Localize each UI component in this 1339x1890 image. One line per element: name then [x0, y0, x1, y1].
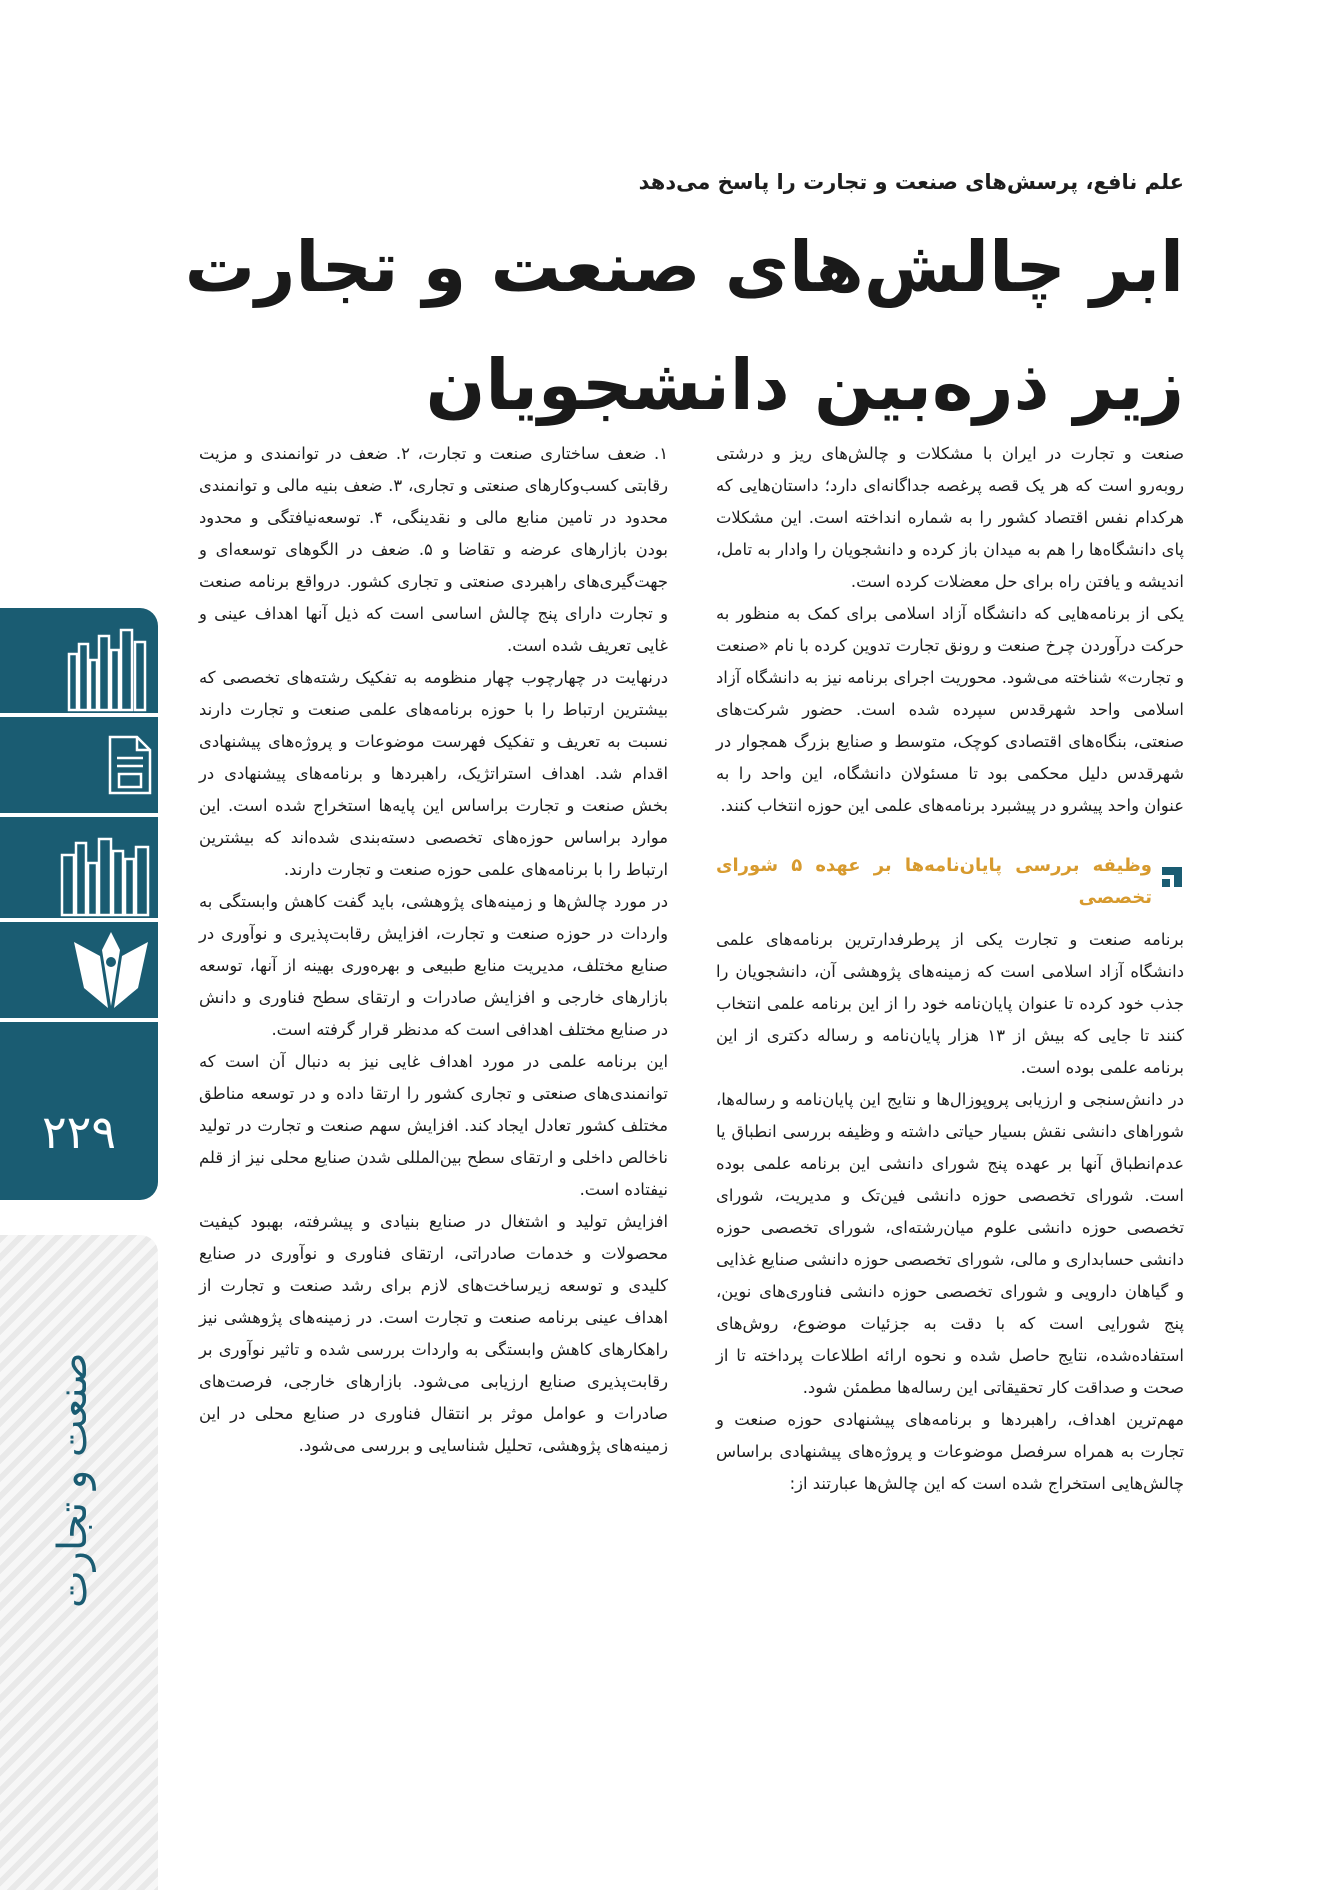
shelf-divider: [0, 713, 158, 717]
shelf-divider: [0, 1018, 158, 1022]
university-logo-icon: [70, 928, 152, 1012]
document-icon: [107, 734, 153, 796]
subhead: [716, 850, 1184, 914]
section-label: صنعت و تجارت: [50, 1352, 96, 1608]
body-paragraph: ۱. ضعف ساختاری صنعت و تجارت، ۲. ضعف در توانمندی و مزیت رقابتی کسب‌وکارهای صنعتی و تجاری، ۳. ضعف بنیه مالی و توانمندی محدود در تامین منابع مالی و نقدینگی، ۴. توسعه‌نیافتگی و محدود بودن بازارهای عرضه و تقاضا و ۵. ضعف در الگوهای توسعه‌ای و جهت‌گیری‌های راهبردی صنعتی و تجاری کشور. درواقع برنامه صنعت و تجارت دارای پنج چالش اساسی است که ذیل آنها اهداف عینی و غایی تعریف شده است.: [199, 444, 668, 655]
body-paragraph: صنعت و تجارت در ایران با مشکلات و چالش‌های ریز و درشتی روبه‌رو است که هر یک قصه پرغصه جداگانه‌ای دارد؛ داستان‌هایی که هرکدام نفس اقتصاد کشور را به شماره انداخته است. این مشکلات پای دانشگاه‌ها را هم به میدان باز کرده و دانشجویان را وادار به تامل، اندیشه و یافتن راه برای حل معضلات کرده است.: [716, 444, 1184, 591]
right-column: [716, 438, 1184, 1738]
page-number: ۲۲۹: [41, 1105, 117, 1159]
headline-line-1: ابر چالش‌های صنعت و تجارت: [184, 226, 1184, 308]
subhead-text: وظیفه بررسی پایان‌نامه‌ها بر عهده ۵ شورای تخصصی: [716, 855, 1152, 908]
body-paragraph: در مورد چالش‌ها و زمینه‌های پژوهشی، باید گفت کاهش وابستگی به واردات در حوزه صنعت و تجارت، افزایش رقابت‌پذیری و نوآوری در صنایع مختلف، مدیریت منابع طبیعی و بهره‌وری بهینه از آنها، توسعه بازارهای خارجی و افزایش صادرات و ارتقای سطح فناوری و دانش در صنایع مختلف اهدافی است که مدنظر قرار گرفته است.: [199, 892, 668, 1039]
article-headline: [184, 208, 1184, 444]
article-kicker: علم نافع، پرسش‌های صنعت و تجارت را پاسخ می‌دهد: [638, 170, 1184, 194]
body-paragraph: درنهایت در چهارچوب چهار منظومه به تفکیک رشته‌های تخصصی که بیشترین ارتباط را با حوزه برنامه‌های علمی صنعت و تجارت دارند نسبت به تعریف و تفکیک فهرست موضوعات و پروژه‌های پیشنهادی اقدام شد. اهداف استراتژیک، راهبردها و برنامه‌های پیشنهادی در بخش صنعت و تجارت براساس این پایه‌ها استخراج شده است. این موارد براساس حوزه‌های تخصصی دسته‌بندی شده‌اند که بیشترین ارتباط را با برنامه‌های علمی حوزه صنعت و تجارت دارند.: [199, 668, 668, 879]
bookshelf-icon: [65, 626, 155, 712]
left-column: [199, 438, 668, 1738]
body-paragraph: در دانش‌سنجی و ارزیابی پروپوزال‌ها و نتایج این پایان‌نامه و رساله‌ها، شوراهای دانشی نقش بسیار حیاتی داشته و وظیفه بررسی انطباق یا عدم‌انطباق آنها بر عهده پنج شورای دانشی این برنامه علمی بوده است. شورای تخصصی حوزه دانشی فین‌تک و مدیریت، شورای تخصصی حوزه دانشی علوم میان‌رشته‌ای، شورای تخصصی حوزه دانشی حسابداری و مالی، شورای تخصصی حوزه دانشی صنایع غذایی و گیاهان دارویی و شورای تخصصی حوزه دانشی فناوری‌های نوین، پنج شورایی است که با دقت به جزئیات موضوع، روش‌های استفاده‌شده، نتایج حاصل شده و نحوه ارائه اطلاعات پرداخته تا از صحت و صداقت کار تحقیقاتی این رساله‌ها مطمئن شود.: [716, 1090, 1184, 1397]
body-paragraph: این برنامه علمی در مورد اهداف غایی نیز به دنبال آن است که توانمندی‌های صنعتی و تجاری کشور را ارتقا داده و در توسعه مناطق مختلف کشور تعادل ایجاد کند. افزایش سهم صنعت و تجارت در تولید ناخالص داخلی و ارتقای سطح بین‌المللی شدن صنایع محلی نیز از قلم نیفتاده است.: [199, 1052, 668, 1199]
body-paragraph: برنامه صنعت و تجارت یکی از پرطرفدارترین برنامه‌های علمی دانشگاه آزاد اسلامی است که زمینه‌های پژوهشی آن، دانشجویان را جذب خود کرده تا عنوان پایان‌نامه خود را از این برنامه علمی انتخاب کنند تا جایی که بیش از ۱۳ هزار پایان‌نامه و رساله دکتری از این برنامه علمی بوده است.: [716, 930, 1184, 1077]
shelf-divider: [0, 918, 158, 922]
shelf-divider: [0, 813, 158, 817]
body-paragraph: مهم‌ترین اهداف، راهبردها و برنامه‌های پیشنهادی حوزه صنعت و تجارت به همراه سرفصل موضوعات و پروژه‌های پیشنهادی براساس چالش‌هایی استخراج شده است که این چالش‌ها عبارتند از:: [716, 1410, 1184, 1493]
sidebar-panel: [0, 608, 158, 1200]
corner-bullet-icon: [1160, 865, 1184, 900]
headline-line-2: زیر ذره‌بین دانشجویان: [425, 344, 1184, 426]
body-paragraph: یکی از برنامه‌هایی که دانشگاه آزاد اسلامی برای کمک به منظور به حرکت درآوردن چرخ صنعت و رونق تجارت تدوین کرده با نام «صنعت و تجارت» شناخته می‌شود. محوریت اجرای برنامه نیز به دانشگاه آزاد اسلامی واحد شهرقدس سپرده شده است. حضور شرکت‌های صنعتی، بنگاه‌های اقتصادی کوچک، متوسط و صنایع بزرگ همجوار در شهرقدس دلیل محکمی بود تا مسئولان دانشگاه، این واحد را به عنوان واحد پیشرو در پیشبرد برنامه‌های علمی این حوزه انتخاب کنند.: [716, 604, 1184, 815]
body-paragraph: افزایش تولید و اشتغال در صنایع بنیادی و پیشرفته، بهبود کیفیت محصولات و خدمات صادراتی، ارتقای فناوری و نوآوری در صنایع کلیدی و توسعه زیرساخت‌های لازم برای رشد صنعت و تجارت از اهداف عینی برنامه صنعت و تجارت است. در زمینه‌های پژوهشی نیز راهکارهای کاهش وابستگی به واردات بررسی شده و تاثیر نوآوری بر رقابت‌پذیری صنایع ارزیابی می‌شود. بازارهای خارجی، فرصت‌های صادرات و عوامل موثر بر انتقال فناوری در صنایع محلی در این زمینه‌های پژوهشی، تحلیل شناسایی و بررسی می‌شود.: [199, 1212, 668, 1455]
books-icon: [58, 833, 156, 917]
